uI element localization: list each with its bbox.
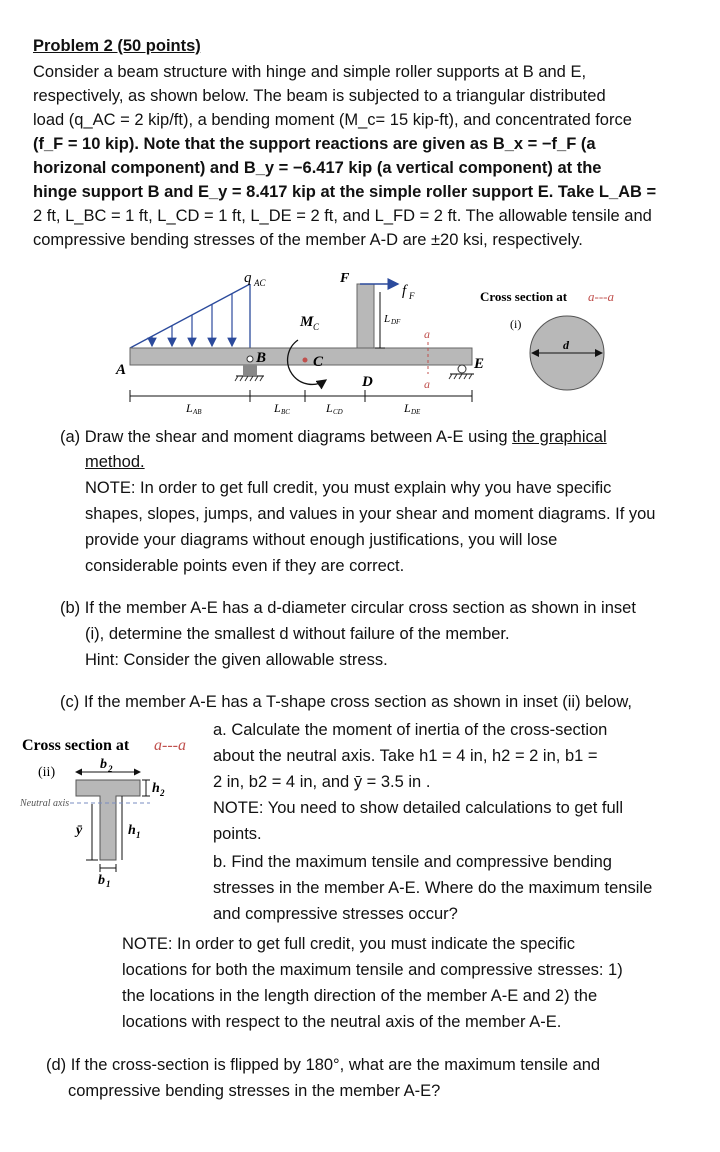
intro-line-6: hinge support B and E_y = 8.417 kip at the simple roller support E. Take L_AB = [33, 183, 657, 201]
distributed-load [130, 284, 250, 348]
D-label: D [362, 374, 373, 390]
F-label: F [340, 271, 350, 286]
b1-label: b [98, 873, 105, 888]
roller-support-E [449, 365, 474, 379]
part-a-line-1: (a) Draw the shear and moment diagrams between A-E using the graphical [60, 428, 607, 446]
cs-inset-i: (i) [510, 317, 522, 331]
part-d-line-2: compressive bending stresses in the member A-E? [68, 1082, 441, 1100]
LCD-label: L [326, 401, 333, 415]
b2-label: b [100, 757, 107, 772]
f-sub-label: F [409, 291, 415, 301]
d-label: d [563, 338, 569, 352]
LAB-label: L [186, 401, 193, 415]
LDF-label: L [384, 313, 391, 325]
part-c-intro: (c) If the member A-E has a T-shape cross section as shown in inset (ii) below, [60, 693, 632, 711]
part-a-note-1: NOTE: In order to get full credit, you must explain why you have specific [85, 479, 612, 497]
intro-line-7: 2 ft, L_BC = 1 ft, L_CD = 1 ft, L_DE = 2 ft, and L_FD = 2 ft. The allowable tensile and [33, 207, 652, 225]
part-c-b-2: stresses in the member A-E. Where do the maximum tensile [213, 879, 653, 897]
h1-label: h [128, 823, 136, 838]
M-sub-label: C [313, 322, 320, 332]
LAB-sub-label: AB [193, 408, 202, 416]
q-sub-label: AC [254, 278, 266, 288]
part-a-line-2: method. [85, 453, 145, 471]
LCD-sub-label: CD [333, 408, 343, 416]
part-b-hint: Hint: Consider the given allowable stress. [85, 651, 388, 669]
LBC-label: L [274, 401, 281, 415]
intro-line-2: respectively, as shown below. The beam is subjected to a triangular distributed [33, 87, 606, 105]
problem-title: Problem 2 (50 points) [33, 37, 201, 55]
part-c-a-3: 2 in, b2 = 4 in, and ȳ = 3.5 in . [213, 773, 431, 791]
intro-line-1: Consider a beam structure with hinge and simple roller supports at B and E, [33, 63, 587, 81]
part-c-b-1: b. Find the maximum tensile and compressive bending [213, 853, 612, 871]
beam-figure [0, 262, 720, 430]
E-label: E [474, 356, 485, 372]
part-c-note-1: NOTE: In order to get full credit, you must indicate the specific [122, 935, 576, 953]
beam-member [130, 348, 472, 365]
t-section-shape [76, 780, 140, 860]
h2-label: h [152, 781, 160, 796]
h1-sub-label: 1 [136, 830, 141, 840]
part-d-line-1: (d) If the cross-section is flipped by 180°, what are the maximum tensile and [46, 1056, 601, 1074]
part-c-a-note-1: NOTE: You need to show detailed calculations to get full [213, 799, 624, 817]
cs-title-1: Cross section at [480, 289, 568, 304]
cut-a-top: a [424, 327, 430, 341]
LDE-sub-label: DE [411, 408, 421, 416]
part-b-line-1: (b) If the member A-E has a d-diameter circular cross section as shown in inset [60, 599, 636, 617]
cs-inset-ii: (ii) [38, 765, 56, 780]
intro-line-4: (f_F = 10 kip). Note that the support reactions are given as B_x = −f_F (a [33, 135, 596, 153]
intro-line-5: horizonal component) and B_y = −6.417 kip (a vertical component) at the [33, 159, 602, 177]
intro-line-8: compressive bending stresses of the member A-D are ±20 ksi, respectively. [33, 231, 583, 249]
C-label: C [313, 354, 324, 370]
part-c-a-note-2: points. [213, 825, 262, 843]
B-label: B [256, 350, 267, 366]
part-c-note-2: locations for both the maximum tensile and compressive stresses: 1) [122, 961, 623, 979]
LBC-sub-label: BC [281, 408, 290, 416]
b2-sub-label: 2 [108, 764, 113, 774]
LDF-sub-label: DF [391, 318, 401, 326]
part-c-b-3: and compressive stresses occur? [213, 905, 458, 923]
part-c-a-1: a. Calculate the moment of inertia of the cross-section [213, 721, 608, 739]
part-b-line-2: (i), determine the smallest d without failure of the member. [85, 625, 510, 643]
part-c-a-2: about the neutral axis. Take h1 = 4 in, h2 = 2 in, b1 = [213, 747, 598, 765]
b1-sub-label: 1 [106, 879, 111, 888]
A-label: A [116, 362, 127, 378]
part-a-note-3: provide your diagrams without enough justifications, you will lose [85, 531, 558, 549]
cs-aa-1: a---a [588, 289, 614, 304]
intro-line-3: load (q_AC = 2 kip/ft), a bending moment (M_c= 15 kip-ft), and concentrated force [33, 111, 632, 129]
q-label: q [244, 270, 252, 286]
beam-post [357, 284, 374, 348]
cut-a-bottom: a [424, 377, 430, 391]
cs-aa-2: a---a [154, 737, 186, 754]
ybar-label: ȳ [76, 823, 83, 838]
part-c-note-3: the locations in the length direction of the member A-E and 2) the [122, 987, 598, 1005]
h2-sub-label: 2 [160, 788, 165, 798]
M-label: M [300, 314, 314, 330]
neutral-axis-label: Neutral axis [20, 798, 70, 809]
part-a-note-4: considerable points even if they are correct. [85, 557, 405, 575]
dimension-line [130, 390, 472, 402]
part-c-note-4: locations with respect to the neutral axis of the member A-E. [122, 1013, 562, 1031]
part-a-note-2: shapes, slopes, jumps, and values in your shear and moment diagrams. If you [85, 505, 656, 523]
f-label: f [402, 283, 407, 299]
t-section-figure [0, 728, 212, 888]
cs-title-2: Cross section at [22, 737, 130, 754]
LDE-label: L [404, 401, 411, 415]
